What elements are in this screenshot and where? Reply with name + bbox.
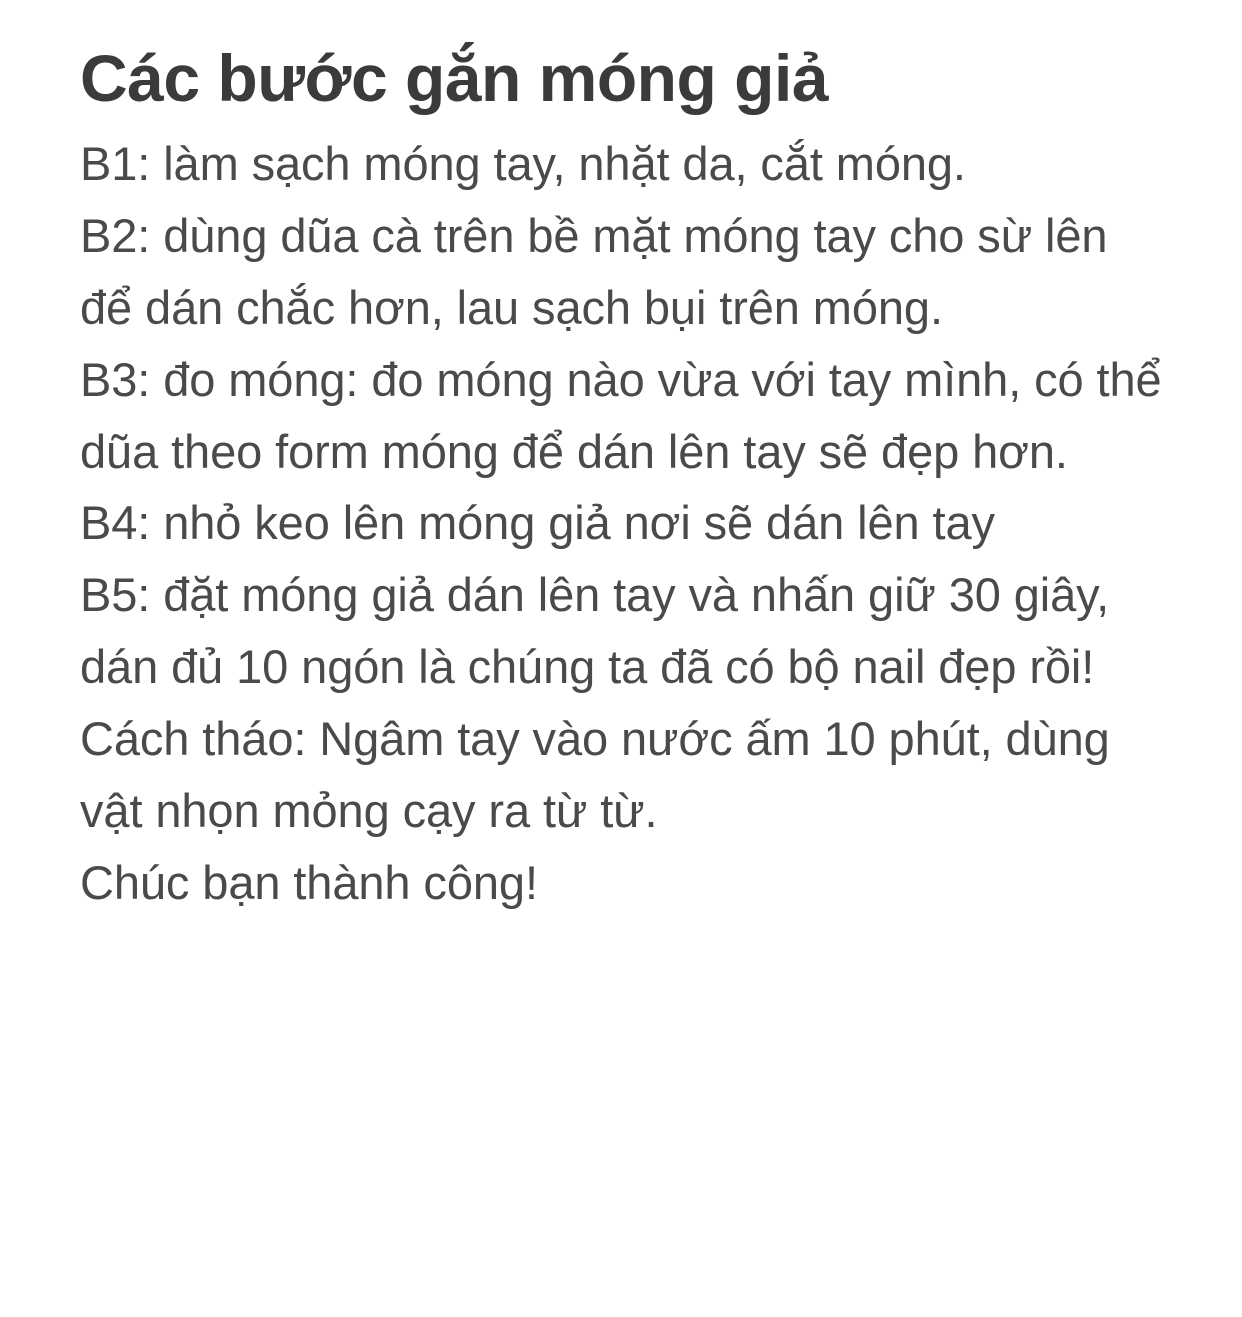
- step-line-5: B5: đặt móng giả dán lên tay và nhấn giữ 30 giây, dán đủ 10 ngón là chúng ta đã có bộ nail đẹp rồi!: [80, 568, 1123, 694]
- removal-instructions: Cách tháo: Ngâm tay vào nước ấm 10 phút, dùng vật nhọn mỏng cạy ra từ từ.: [80, 712, 1123, 838]
- step-line-4: B4: nhỏ keo lên móng giả nơi sẽ dán lên tay: [80, 496, 995, 550]
- page-title: Các bước gắn móng giả: [80, 41, 828, 115]
- document-body: [80, 128, 1175, 919]
- step-line-3: B3: đo móng: đo móng nào vừa với tay mình, có thể dũa theo form móng để dán lên tay sẽ đẹp hơn.: [80, 352, 1175, 478]
- step-line-1: B1: làm sạch móng tay, nhặt da, cắt móng.: [80, 136, 966, 190]
- step-line-2: B2: dùng dũa cà trên bề mặt móng tay cho sừ lên để dán chắc hơn, lau sạch bụi trên móng.: [80, 208, 1121, 334]
- closing-message: Chúc bạn thành công!: [80, 855, 538, 909]
